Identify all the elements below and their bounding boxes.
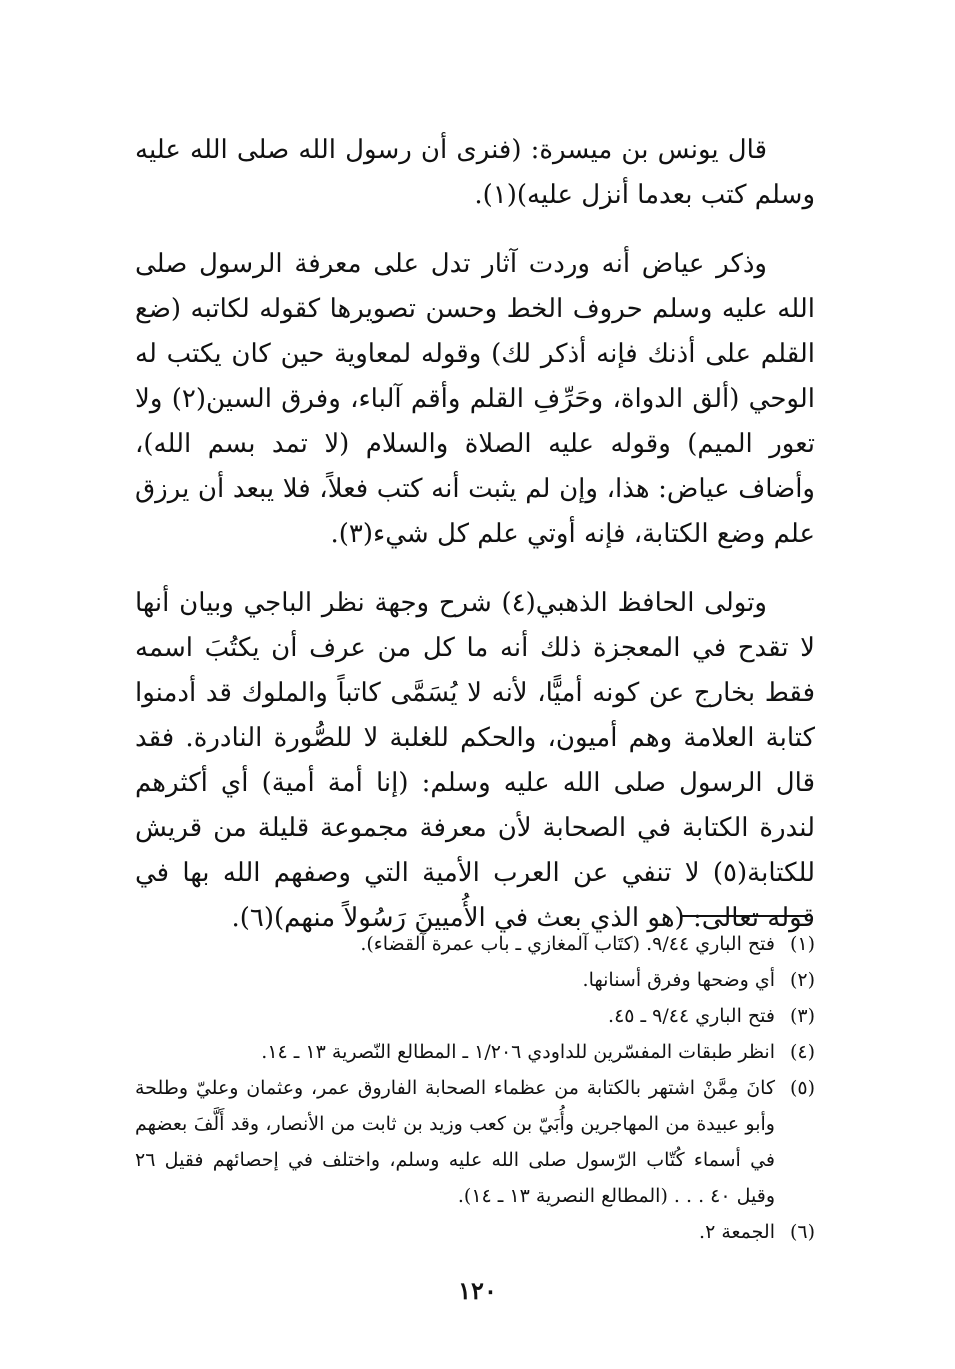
page-number: ١٢٠ (458, 1276, 497, 1305)
footnote-4 (135, 1034, 815, 1070)
footnotes (135, 926, 815, 1250)
footnote-3 (135, 998, 815, 1034)
footnote-number: (٢) (789, 969, 815, 991)
footnote-number: (٦) (789, 1221, 815, 1243)
footnote-text: كانَ مِمَّنْ اشتهر بالكتابة من عظماء الصحابة الفاروق عمر، وعثمان وعليّ وطلحة وأبو عبيدة من المهاجرين وأُبَيّ بن كعب وزيد بن ثابت من الأنصار، وقد أَلَّفَ بعضهم في أسماء كُتّاب الرّسول صلى الله عليه وسلم، واختلف في إحصائهم فقيل ٢٦ وقيل ٤٠ . . . (المطالع النصرية ١٣ ـ ١٤). (135, 1077, 775, 1207)
footnote-text: أي وضحها وفرق أسنانها. (582, 969, 775, 991)
paragraph-1: قال يونس بن ميسرة: (فنرى أن رسول الله صلى الله عليه وسلم كتب بعدما أنزل عليه)(١). (135, 135, 815, 210)
footnote-divider (680, 915, 808, 917)
paragraph-2: وذكر عياض أنه وردت آثار تدل على معرفة الرسول صلى الله عليه وسلم حروف الخط وحسن تصويرها كقوله لكاتبه (ضع القلم على أذنك فإنه أذكر لك) وقوله لمعاوية حين كان يكتب له الوحي (ألق الدواة، وحَرِّفِ القلم وأقم آلباء، وفرق السين(٢) ولا تعور الميم) وقوله عليه الصلاة والسلام (لا تمد بسم الله)، وأضاف عياض: هذا، وإن لم يثبت أنه كتب فعلاً، فلا يبعد أن يرزق علم وضع الكتابة، فإنه أوتي علم كل شيء(٣). (135, 249, 815, 549)
footnote-text: فتح الباري ٩/٤٤ ـ ٤٥. (608, 1005, 775, 1027)
footnote-text: انظر طبقات المفسّرين للداودي ١/٢٠٦ ـ المطالع النّصرية ١٣ ـ ١٤. (261, 1041, 775, 1063)
footnote-number: (٣) (789, 1005, 815, 1027)
footnote-number: (٥) (789, 1077, 815, 1099)
footnote-number: (٤) (789, 1041, 815, 1063)
footnote-6 (135, 1214, 815, 1250)
main-text (135, 128, 815, 941)
footnote-text: فتح الباري ٩/٤٤. (كتَاب آلمغازي ـ باب عمرة آلقضاء). (360, 933, 775, 955)
footnote-number: (١) (789, 933, 815, 955)
footnote-5 (135, 1070, 815, 1214)
footnote-text: الجمعة ٢. (699, 1221, 775, 1243)
footnote-1 (135, 926, 815, 962)
paragraph-3: وتولى الحافظ الذهبي(٤) شرح وجهة نظر الباجي وبيان أنها لا تقدح في المعجزة ذلك أنه ما كل من عرف أن يكتُبَ اسمه فقط بخارج عن كونه أميًّا، لأنه لا يُسَمَّى كاتباً والملوك قد أدمنوا كتابة العلامة وهم أميون، والحكم للغلبة لا للصُّورة النادرة. فقد قال الرسول صلى الله عليه وسلم: (إنا أمة أمية) أي أكثرهم لندرة الكتابة في الصحابة لأن معرفة مجموعة قليلة من قريش للكتابة(٥) لا تنفي عن العرب الأمية التي وصفهم الله بها في قوله تعالى: (هو الذي بعث في الأُميينَ رَسُولاً منهم)(٦). (135, 588, 816, 933)
footnote-2 (135, 962, 815, 998)
